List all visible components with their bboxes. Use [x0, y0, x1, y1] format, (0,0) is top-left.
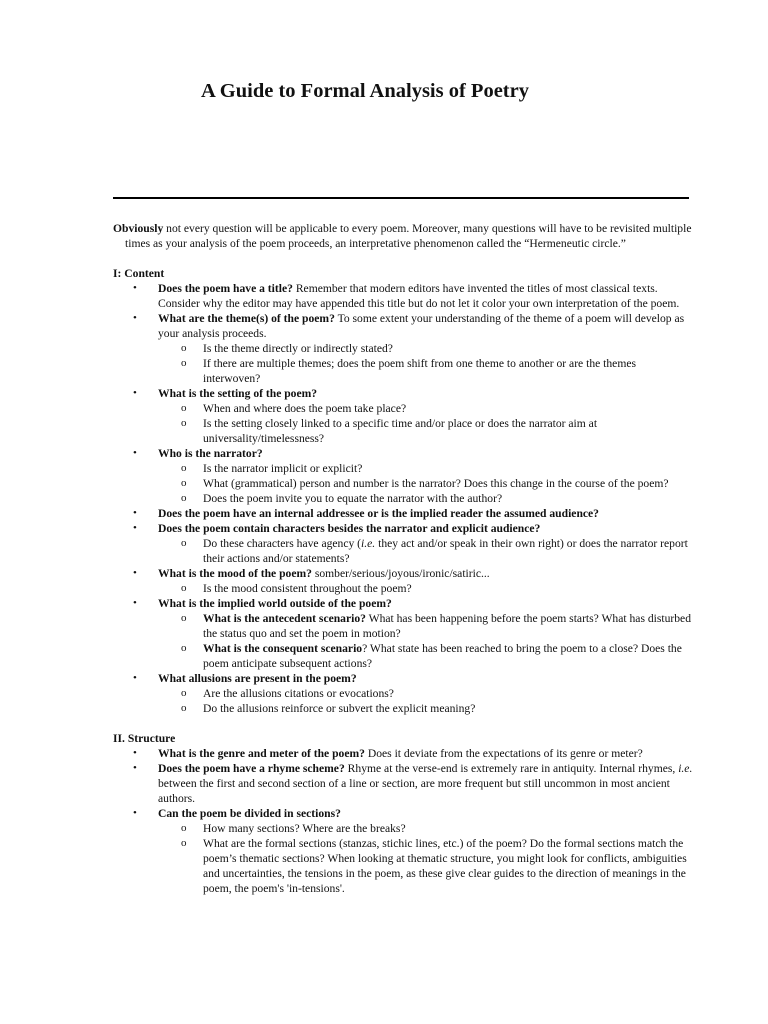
bullet-icon: • [133, 312, 137, 324]
list-item [113, 746, 693, 761]
circle-bullet-icon: o [181, 702, 187, 714]
sub-question-text: What has been happening before the poem starts? What has disturbed the status quo and set the poem in motion? [203, 612, 691, 640]
sub-question-list [158, 686, 693, 716]
question-note: Rhyme at the verse-end is extremely rare in antiquity. Internal rhymes, [344, 762, 679, 775]
sub-question-bold: What is the antecedent scenario? [203, 612, 366, 625]
sub-list-item [158, 476, 693, 491]
italic-abbrev: i.e. [678, 762, 693, 775]
circle-bullet-icon: o [181, 642, 187, 654]
bullet-icon: • [133, 747, 137, 759]
sub-question-text: If there are multiple themes; does the poem shift from one theme to another or are the themes interwoven? [203, 357, 637, 385]
list-item [113, 566, 693, 596]
sub-question-text: What are the formal sections (stanzas, stichic lines, etc.) of the poem? Do the formal sections match the poem’s thematic sections? When looking at thematic structure, you might look for conflicts, ambiguities and uncertainties, the tensions in the poem, as these give clear guides to the direction of meanings in the poem, the poem's 'in-tensions'. [203, 837, 687, 895]
bullet-icon: • [133, 567, 137, 579]
list-item [113, 446, 693, 506]
circle-bullet-icon: o [181, 612, 187, 624]
sub-list-item [158, 416, 693, 446]
list-item [113, 521, 693, 566]
list-item [113, 806, 693, 896]
sub-question-bold: What is the consequent scenario [203, 642, 363, 655]
sub-list-item [158, 356, 693, 386]
circle-bullet-icon: o [181, 417, 187, 429]
sub-question-text: Is the narrator implicit or explicit? [203, 462, 363, 475]
sub-question-text: Do these characters have agency ( [203, 537, 362, 550]
circle-bullet-icon: o [181, 687, 187, 699]
question-text: Can the poem be divided in sections? [158, 807, 341, 820]
list-item [113, 386, 693, 446]
sub-question-text: Are the allusions citations or evocations? [203, 687, 394, 700]
sub-question-list [158, 341, 693, 386]
question-note: between the first and second section of a line or section, are more frequent but still uncommon in most ancient authors. [158, 777, 670, 805]
bullet-icon: • [133, 597, 137, 609]
sub-question-list [158, 611, 693, 671]
sub-list-item [158, 686, 693, 701]
circle-bullet-icon: o [181, 477, 187, 489]
question-text: What are the theme(s) of the poem? [158, 312, 335, 325]
bullet-icon: • [133, 762, 137, 774]
bullet-icon: • [133, 387, 137, 399]
sub-question-text: ? What state has been reached to bring the poem to a close? Does the poem anticipate subsequent actions? [203, 642, 682, 670]
spacer [113, 716, 693, 731]
sub-question-list [158, 461, 693, 506]
question-text: Does the poem contain characters besides the narrator and explicit audience? [158, 522, 541, 535]
sub-list-item [158, 491, 693, 506]
sub-question-text: When and where does the poem take place? [203, 402, 407, 415]
sub-question-text: How many sections? Where are the breaks? [203, 822, 406, 835]
circle-bullet-icon: o [181, 822, 187, 834]
structure-question-list [113, 746, 693, 896]
list-item [113, 506, 693, 521]
sub-list-item [158, 581, 693, 596]
circle-bullet-icon: o [181, 357, 187, 369]
intro-lead: Obviously [113, 222, 164, 235]
list-item [113, 671, 693, 716]
page-title: A Guide to Formal Analysis of Poetry [201, 80, 529, 102]
list-item [113, 596, 693, 671]
question-text: Does the poem have a title? [158, 282, 293, 295]
section-heading-structure: II. Structure [113, 732, 176, 745]
circle-bullet-icon: o [181, 582, 187, 594]
question-text: Does the poem have a rhyme scheme? [158, 762, 345, 775]
italic-abbrev: i.e. [361, 537, 376, 550]
question-text: What is the mood of the poem? [158, 567, 312, 580]
sub-question-text: Is the theme directly or indirectly stated? [203, 342, 393, 355]
question-text: What is the setting of the poem? [158, 387, 318, 400]
document-body [113, 221, 693, 896]
sub-list-item [158, 611, 693, 641]
section-heading-content: I: Content [113, 267, 165, 280]
sub-list-item [158, 536, 693, 566]
list-item [113, 281, 693, 311]
horizontal-rule [113, 197, 689, 199]
list-item [113, 761, 693, 806]
bullet-icon: • [133, 447, 137, 459]
question-text: What is the implied world outside of the poem? [158, 597, 392, 610]
sub-question-list [158, 536, 693, 566]
circle-bullet-icon: o [181, 402, 187, 414]
sub-question-list [158, 401, 693, 446]
sub-list-item [158, 641, 693, 671]
sub-question-list [158, 821, 693, 896]
content-question-list [113, 281, 693, 716]
question-text: What allusions are present in the poem? [158, 672, 357, 685]
bullet-icon: • [133, 522, 137, 534]
bullet-icon: • [133, 282, 137, 294]
question-text: Does the poem have an internal addressee or is the implied reader the assumed audience? [158, 507, 599, 520]
sub-question-list [158, 581, 693, 596]
list-item [113, 311, 693, 386]
question-text: Who is the narrator? [158, 447, 263, 460]
sub-question-text: they act and/or speak in their own right) or does the narrator report their actions and/or statements? [203, 537, 688, 565]
sub-question-text: Is the mood consistent throughout the poem? [203, 582, 412, 595]
question-text: What is the genre and meter of the poem? [158, 747, 365, 760]
circle-bullet-icon: o [181, 837, 187, 849]
sub-list-item [158, 401, 693, 416]
sub-list-item [158, 461, 693, 476]
sub-question-text: What (grammatical) person and number is the narrator? Does this change in the course of the poem? [203, 477, 669, 490]
question-note: somber/serious/joyous/ironic/satiric... [311, 567, 490, 580]
circle-bullet-icon: o [181, 537, 187, 549]
circle-bullet-icon: o [181, 492, 187, 504]
sub-question-text: Is the setting closely linked to a specific time and/or place or does the narrator aim at universality/timelessness? [203, 417, 598, 445]
sub-list-item [158, 341, 693, 356]
circle-bullet-icon: o [181, 342, 187, 354]
sub-list-item [158, 701, 693, 716]
bullet-icon: • [133, 807, 137, 819]
intro-text: not every question will be applicable to every poem. Moreover, many questions will have to be revisited multiple times as your analysis of the poem proceeds, an interpretative phenomenon called the “Hermeneutic circle.” [125, 222, 692, 250]
sub-question-text: Does the poem invite you to equate the narrator with the author? [203, 492, 503, 505]
question-note: Does it deviate from the expectations of its genre or meter? [364, 747, 643, 760]
bullet-icon: • [133, 672, 137, 684]
sub-list-item [158, 821, 693, 836]
sub-question-text: Do the allusions reinforce or subvert the explicit meaning? [203, 702, 476, 715]
question-note: Remember that modern editors have invented the titles of most classical texts. Consider why the editor may have appended this title but do not let it color your own interpretation of the poem. [158, 282, 680, 310]
circle-bullet-icon: o [181, 462, 187, 474]
question-note: To some extent your understanding of the theme of a poem will develop as your analysis proceeds. [158, 312, 685, 340]
bullet-icon: • [133, 507, 137, 519]
intro-paragraph [113, 221, 693, 251]
sub-list-item [158, 836, 693, 896]
